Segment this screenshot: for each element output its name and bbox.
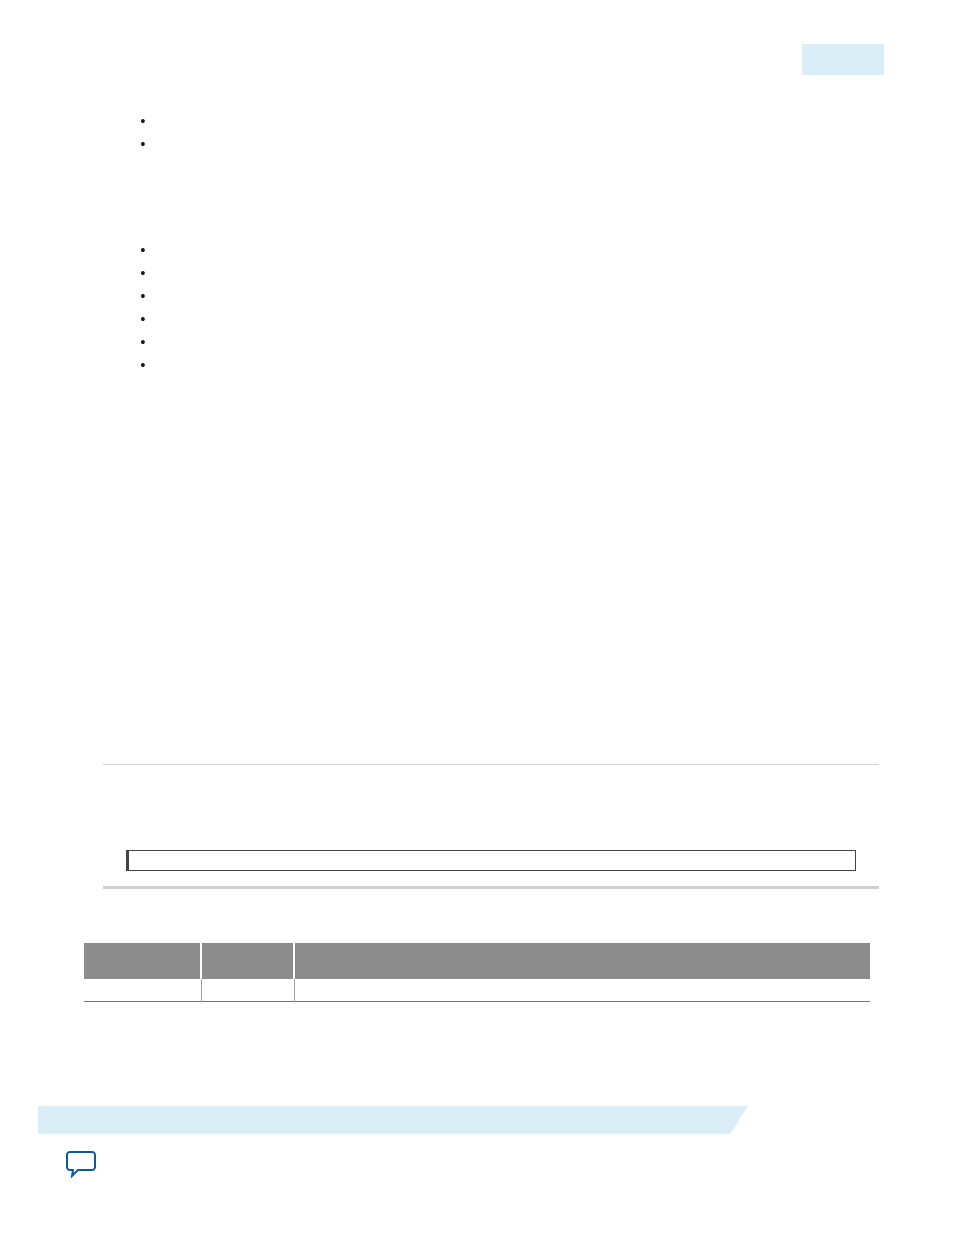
byte-label — [217, 803, 308, 825]
byte-label — [674, 803, 765, 825]
bit-index-row — [126, 775, 856, 799]
cell-description — [294, 979, 870, 1002]
footer-band — [38, 1106, 748, 1134]
cell-field — [84, 979, 201, 1002]
page-number — [802, 44, 884, 75]
cell-bits — [201, 979, 294, 1002]
byte-label — [309, 803, 400, 825]
feedback-bubble-icon — [66, 1150, 96, 1178]
byte-bit-row — [126, 831, 856, 849]
byte-label — [400, 803, 491, 825]
byte-label — [491, 803, 582, 825]
component-list — [140, 239, 162, 377]
field-row — [126, 850, 856, 871]
figure-frame-top — [103, 764, 879, 765]
byte-label — [582, 803, 673, 825]
list-item — [140, 331, 162, 354]
list-item — [140, 308, 162, 331]
byte-label — [765, 803, 856, 825]
figure-frame-bottom — [103, 886, 879, 889]
list-item — [140, 285, 162, 308]
related-links — [140, 110, 162, 156]
field-burst-count — [128, 851, 129, 870]
related-item — [140, 133, 162, 156]
related-item — [140, 110, 162, 133]
list-item — [140, 354, 162, 377]
byte-label-row — [126, 803, 856, 825]
list-item — [140, 239, 162, 262]
table-row — [84, 979, 870, 1002]
column-header-bits — [201, 943, 294, 979]
column-header-description — [294, 943, 870, 979]
list-item — [140, 262, 162, 285]
fields-table — [84, 943, 870, 1002]
column-header-field — [84, 943, 201, 979]
bit-diagram — [126, 775, 856, 871]
byte-label — [126, 803, 217, 825]
table-header-row — [84, 943, 870, 979]
page-header — [596, 44, 884, 75]
